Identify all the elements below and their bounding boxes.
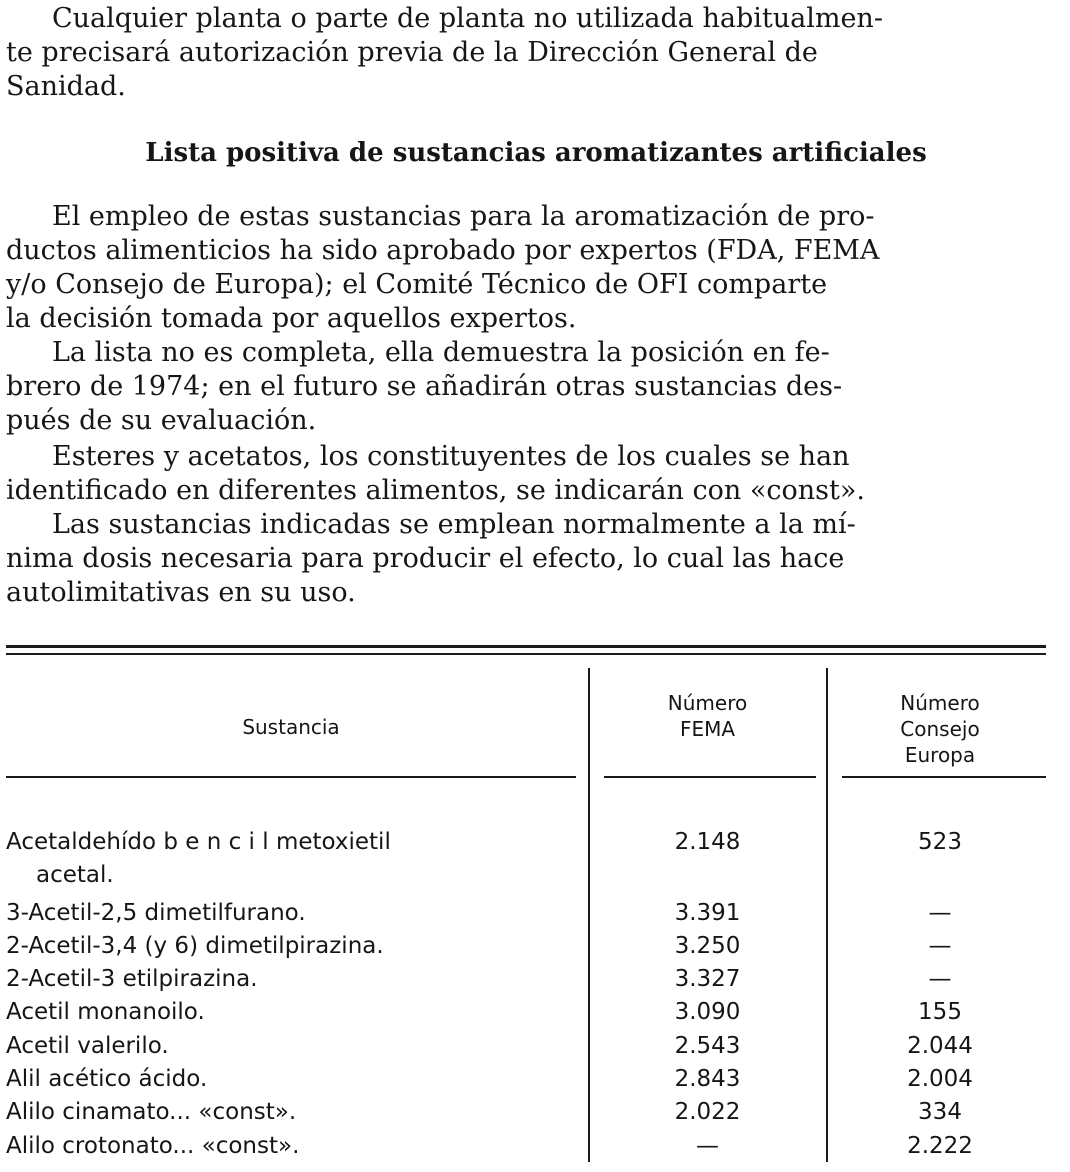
header-rule-fema — [604, 776, 816, 778]
paragraph-list-status — [6, 336, 1046, 438]
paragraph-line: autolimitativas en su uso. — [6, 577, 356, 608]
cell-fema: 3.327 — [674, 966, 741, 992]
cell-consejo-europa: 155 — [918, 999, 962, 1025]
cell-substance — [6, 897, 576, 930]
header-rule-substance — [6, 776, 576, 778]
cell-substance — [6, 930, 576, 963]
cell-fema: 3.391 — [674, 900, 741, 926]
header-ce-line: Consejo — [900, 717, 980, 741]
paragraph-dosage — [6, 508, 1046, 610]
header-rule-ce — [842, 776, 1046, 778]
substance-text: 2-Acetil-3,4 (y 6) dimetilpirazina. — [6, 933, 384, 959]
substance-text: 2-Acetil-3 etilpirazina. — [6, 966, 258, 992]
cell-substance — [6, 1130, 576, 1163]
paragraph-line: brero de 1974; en el futuro se añadirán otras sustancias des- — [6, 371, 843, 402]
header-ce-line: Europa — [904, 743, 976, 767]
substance-text: acetal. — [36, 862, 114, 888]
intro-line: Sanidad. — [6, 71, 126, 102]
paragraph-esters — [6, 440, 1046, 508]
header-ce-line: Número — [900, 691, 980, 715]
paragraph-expert-approval — [6, 200, 1046, 336]
intro-line: Cualquier planta o parte de planta no utilizada habitualmen- — [52, 3, 883, 34]
paragraph-line: La lista no es completa, ella demuestra la posición en fe- — [52, 337, 830, 368]
cell-fema: 2.148 — [674, 829, 741, 855]
cell-fema: — — [696, 1133, 719, 1159]
header-substance-label: Sustancia — [242, 715, 340, 739]
cell-fema: 2.543 — [674, 1033, 741, 1059]
header-fema-line: Número — [667, 691, 748, 715]
paragraph-line: El empleo de estas sustancias para la aromatización de pro- — [52, 201, 875, 232]
cell-fema: 3.250 — [674, 933, 741, 959]
paragraph-line: Esteres y acetatos, los constituyentes de los cuales se han — [52, 441, 850, 472]
cell-substance — [6, 826, 576, 892]
intro-line: te precisará autorización previa de la Dirección General de — [6, 37, 818, 68]
paragraph-line: ductos alimenticios ha sido aprobado por expertos (FDA, FEMA — [6, 235, 880, 266]
cell-fema: 2.022 — [674, 1099, 741, 1125]
cell-fema: 2.843 — [674, 1066, 741, 1092]
cell-consejo-europa: — — [928, 966, 952, 992]
cell-fema: 3.090 — [674, 999, 741, 1025]
header-fema-line: FEMA — [679, 717, 736, 741]
paragraph-line: la decisión tomada por aquellos expertos. — [6, 303, 577, 334]
cell-substance — [6, 1030, 576, 1063]
cell-substance — [6, 996, 576, 1029]
paragraph-line: pués de su evaluación. — [6, 405, 317, 436]
paragraph-line: y/o Consejo de Europa); el Comité Técnico de OFI comparte — [6, 269, 828, 300]
cell-substance — [6, 1096, 576, 1129]
paragraph-line: Las sustancias indicadas se emplean normalmente a la mí- — [52, 509, 856, 540]
cell-consejo-europa: 334 — [918, 1099, 962, 1125]
cell-consejo-europa: 2.222 — [907, 1133, 973, 1159]
cell-consejo-europa: 2.044 — [907, 1033, 973, 1059]
header-substance — [6, 714, 576, 740]
table-top-rule — [6, 645, 1046, 648]
table-top-rule-inner — [6, 653, 1046, 655]
cell-substance — [6, 963, 576, 996]
intro-paragraph — [6, 2, 1046, 104]
substance-text: 3-Acetil-2,5 dimetilfurano. — [6, 900, 306, 926]
paragraph-line: nima dosis necesaria para producir el efecto, lo cual las hace — [6, 543, 845, 574]
section-title: Lista positiva de sustancias aromatizantes artificiales — [145, 138, 927, 168]
substance-text: Alil acético ácido. — [6, 1066, 208, 1092]
cell-consejo-europa: — — [928, 933, 952, 959]
cell-consejo-europa: 2.004 — [907, 1066, 973, 1092]
substance-text: Acetil monanoilo. — [6, 999, 205, 1025]
cell-substance — [6, 1063, 576, 1096]
column-divider-right — [826, 668, 828, 1162]
substance-text: Acetaldehído b e n c i l metoxietil — [6, 829, 391, 855]
substance-text: Alilo crotonato... «const». — [6, 1133, 300, 1159]
cell-consejo-europa: 523 — [918, 829, 962, 855]
header-consejo-europa — [830, 690, 1050, 768]
cell-consejo-europa: — — [928, 900, 952, 926]
paragraph-line: identificado en diferentes alimentos, se indicarán con «const». — [6, 475, 865, 506]
substance-text: Acetil valerilo. — [6, 1033, 169, 1059]
substance-text: Alilo cinamato... «const». — [6, 1099, 297, 1125]
header-fema — [590, 690, 825, 742]
